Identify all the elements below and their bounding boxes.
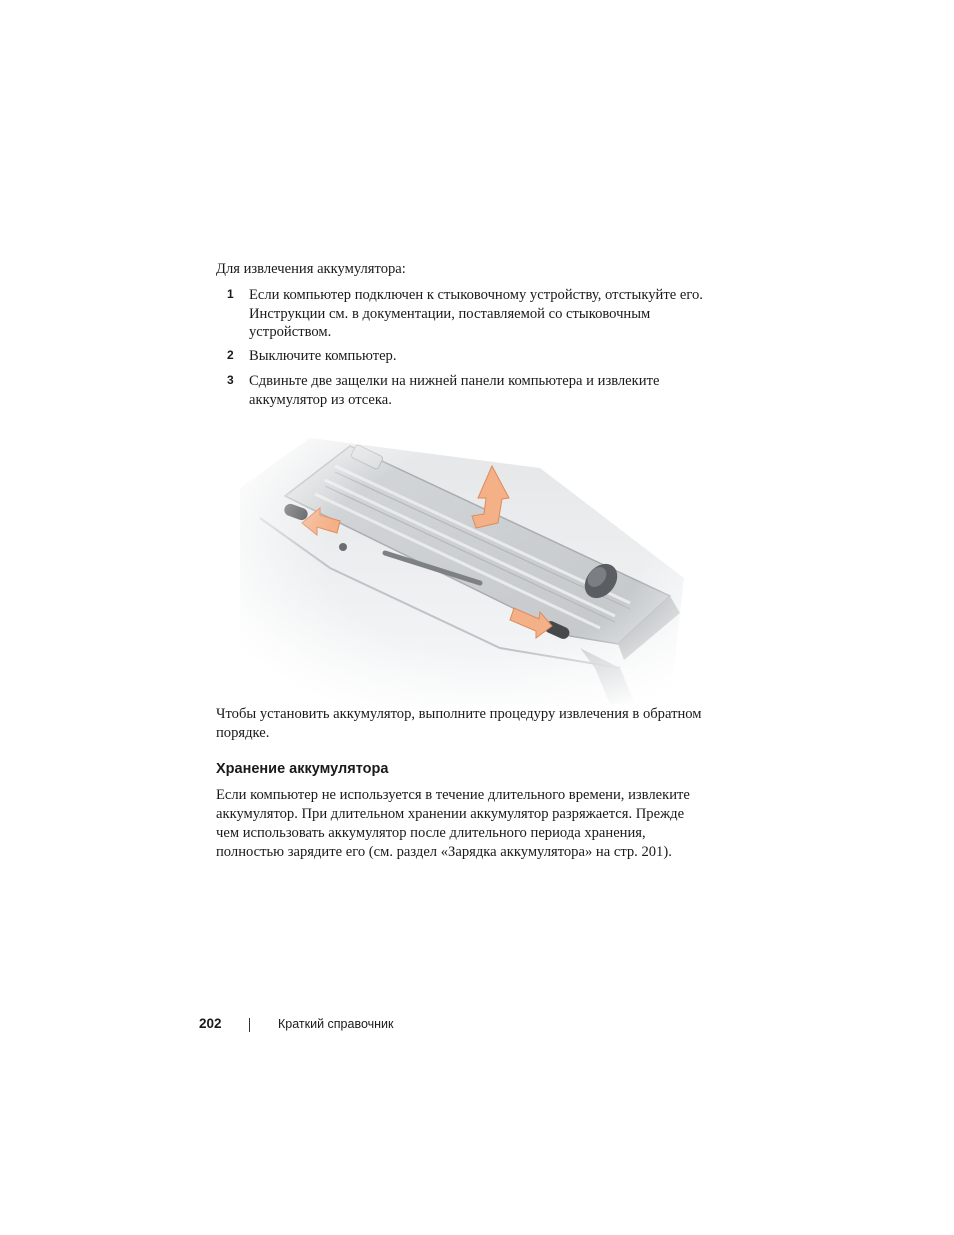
step-number: 2: [227, 348, 234, 362]
install-note: Чтобы установить аккумулятор, выполните процедуру извлечения в обратном порядке.: [216, 706, 702, 741]
step-number: 1: [227, 287, 234, 301]
storage-paragraph: Если компьютер не используется в течение длительного времени, извлеките аккумулятор. При длительном хранении аккумулятор разряжается. Прежде чем использовать аккумулятор после длительного периода хранения, полностью зарядите его (см. раздел «Зарядка аккумулятора» на стр. 201).: [216, 787, 690, 860]
step-text: Выключите компьютер.: [249, 348, 397, 364]
page-number: 202: [199, 1016, 222, 1031]
step-text: Если компьютер подключен к стыковочному устройству, отстыкуйте его. Инструкции см. в документации, поставляемой со стыковочным устройством.: [249, 287, 703, 340]
section-heading: Хранение аккумулятора: [216, 761, 389, 777]
footer-title: Краткий справочник: [278, 1017, 394, 1031]
step-text: Сдвиньте две защелки на нижней панели компьютера и извлеките аккумулятор из отсека.: [249, 373, 660, 408]
battery-removal-illustration: [240, 428, 684, 704]
step-number: 3: [227, 373, 234, 387]
intro-text: Для извлечения аккумулятора:: [216, 261, 406, 277]
footer-separator: [249, 1018, 250, 1032]
